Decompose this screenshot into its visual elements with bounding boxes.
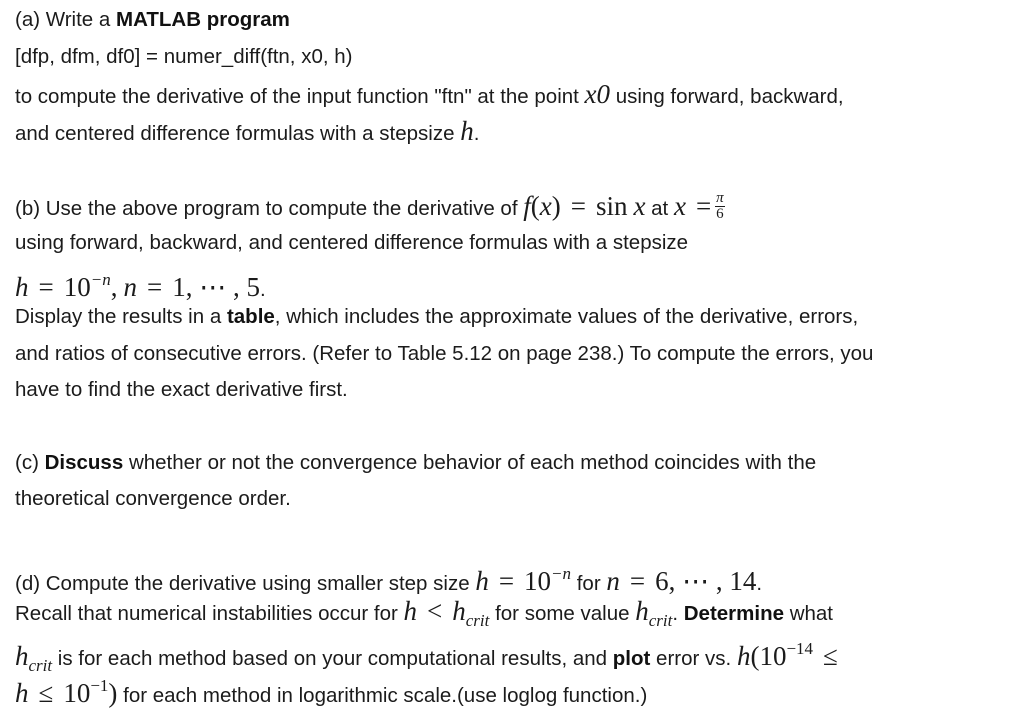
text: for each method in logarithmic scale.(use loglog function.)	[117, 684, 648, 707]
math-subscript-crit: crit	[28, 656, 53, 675]
part-c-line2: theoretical convergence order.	[15, 487, 291, 510]
text: using forward, backward,	[610, 85, 844, 108]
math-exponent: −1	[90, 676, 109, 695]
math-range: 6, ⋯ , 14	[655, 566, 757, 596]
text: at	[645, 197, 674, 220]
math-paren: )	[551, 191, 561, 221]
math-n: n	[606, 566, 620, 596]
text: (b) Use the above program to compute the derivative of	[15, 197, 524, 220]
part-b-line2: using forward, backward, and centered difference formulas with a stepsize	[15, 231, 689, 254]
bold-determine: Determine	[683, 602, 784, 625]
part-b-line1	[15, 190, 725, 225]
math-h: h	[15, 641, 29, 671]
math-h: h	[460, 116, 474, 146]
math-h: h	[635, 596, 649, 626]
math-f: f	[523, 191, 531, 221]
bold-table: table	[226, 305, 275, 328]
part-b-line5: and ratios of consecutive errors. (Refer to Table 5.12 on page 238.) To compute the errors, you	[15, 342, 874, 365]
bold-plot: plot	[612, 647, 651, 670]
math-ten: 10	[63, 678, 91, 708]
math-h: h	[736, 641, 751, 671]
text: Display the results in a	[15, 305, 227, 328]
math-comma: ,	[110, 272, 118, 302]
frac-den: 6	[716, 206, 724, 223]
math-ten: 10	[63, 272, 91, 302]
part-a-label: (a) Write a	[15, 8, 116, 31]
math-h: h	[475, 566, 489, 596]
math-x0: x0	[584, 79, 611, 109]
text: is for each method based on your computational results, and	[52, 647, 613, 670]
math-range: 1, ⋯ , 5	[172, 272, 260, 302]
math-eq: =	[38, 272, 54, 302]
math-sin: sin	[595, 191, 628, 221]
text: , which includes the approximate values of the derivative, errors,	[274, 305, 859, 328]
math-ten: 10	[524, 566, 552, 596]
part-d-line1	[15, 561, 762, 597]
frac-num: π	[716, 190, 724, 207]
math-x: x	[539, 191, 552, 221]
math-subscript-crit: crit	[648, 611, 673, 630]
part-a-line4	[15, 118, 479, 147]
math-le: ≤	[38, 678, 54, 708]
math-eq: =	[629, 566, 646, 596]
math-eq: =	[146, 272, 163, 302]
math-eq: =	[498, 566, 515, 596]
part-b-math-h-range	[15, 267, 266, 303]
text: .	[756, 572, 763, 595]
text: error vs.	[650, 647, 737, 670]
part-c-line1	[15, 450, 816, 476]
part-a-bold: MATLAB program	[116, 8, 290, 31]
math-eq: =	[695, 191, 712, 221]
text: Recall that numerical instabilities occur for	[15, 602, 404, 625]
math-ten: 10	[759, 641, 787, 671]
text: whether or not the convergence behavior of each method coincides with the	[123, 451, 817, 474]
text: what	[784, 602, 833, 625]
math-eq: =	[570, 191, 586, 221]
bold-discuss: Discuss	[44, 451, 124, 474]
text: .	[473, 122, 480, 145]
math-lt: <	[427, 596, 443, 626]
math-h: h	[15, 678, 29, 708]
math-h: h	[15, 272, 29, 302]
function-signature: [dfp, dfm, df0] = numer_diff(ftn, x0, h)	[15, 45, 353, 68]
part-b-line6: have to find the exact derivative first.	[15, 378, 348, 401]
text: (d) Compute the derivative using smaller step size	[15, 572, 476, 595]
math-paren: )	[108, 678, 118, 708]
text: for some value	[489, 602, 636, 625]
math-exponent: −n	[551, 564, 572, 583]
math-h: h	[403, 596, 418, 626]
part-a-heading	[15, 7, 290, 33]
math-le: ≤	[823, 641, 838, 671]
math-n: n	[123, 272, 137, 302]
text: to compute the derivative of the input function "ftn" at the point	[15, 85, 585, 108]
math-paren: (	[750, 641, 760, 671]
part-d-line2	[15, 598, 833, 634]
text: .	[672, 602, 684, 625]
part-a-line3	[15, 81, 844, 110]
math-exponent: −14	[786, 639, 814, 658]
math-x: x	[633, 191, 646, 221]
part-b-line4	[15, 304, 858, 330]
math-fraction-pi-over-6	[715, 191, 725, 222]
text: for	[571, 572, 607, 595]
math-paren: (	[530, 191, 540, 221]
text: and centered difference formulas with a stepsize	[15, 122, 461, 145]
math-exponent: −n	[90, 270, 111, 289]
math-subscript-crit: crit	[465, 611, 490, 630]
text: .	[259, 278, 266, 301]
math-h: h	[452, 596, 466, 626]
math-x: x	[673, 191, 686, 221]
part-d-line4	[15, 673, 647, 709]
text: (c)	[15, 451, 45, 474]
